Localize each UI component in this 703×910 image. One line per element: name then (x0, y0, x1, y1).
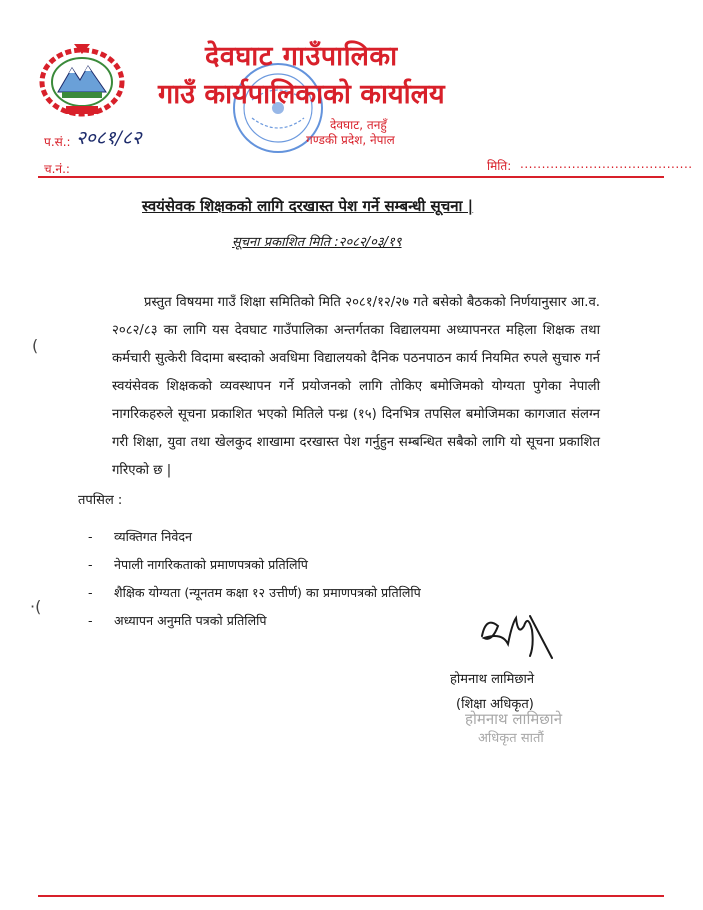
list-item: - शैक्षिक योग्यता (न्यूनतम कक्षा १२ उत्तीर्ण) का प्रमाणपत्रको प्रतिलिपि (88, 585, 421, 600)
document-item: नेपाली नागरिकताको प्रमाणपत्रको प्रतिलिपि (114, 557, 308, 572)
office-name-line2: गाउँ कार्यपालिकाको कार्यालय (158, 79, 445, 110)
document-item: व्यक्तिगत निवेदन (114, 529, 193, 544)
designation-stamp: अधिकृत सातौं (478, 731, 544, 746)
ref-number-label: प.सं.: (44, 135, 71, 149)
published-date: सूचना प्रकाशित मिति :२०८२/०३/१९ (232, 235, 402, 250)
ref-number-handwritten: २०८१/८२ (76, 127, 142, 149)
notice-body: प्रस्तुत विषयमा गाउँ शिक्षा समितिको मिति २०८१/१२/२७ गते बसेको बैठकको निर्णयानुसार आ.व. २०८२/८३ का लागि यस देवघाट गाउँपालिका अन्तर्गतका विद्यालयमा अध्यापनरत महिला शिक्षक तथा कर्मचारी सुत्केरी विदामा बस्दाको अवधिमा विद्यालयको दैनिक पठनपाठन कार्य नियमित रुपले सुचारु गर्न स्वयंसेवक शिक्षकको व्यवस्थापन गर्ने प्रयोजनको लागि तोकिए बमोजिमको योग्यता पुगेका नेपाली नागरिकहरुले सूचना प्रकाशित भएको मितिले पन्ध्र (१५) दिनभित्र तपसिल बमोजिमका कागजात संलग्न गरी शिक्षा, युवा तथा खेलकुद शाखामा दरखास्त पेश गर्नुहुन सम्बन्धित सबैको लागि यो सूचना प्रकाशित गरिएको छ | (112, 295, 600, 478)
address-line1: देवघाट, तनहुँ (330, 118, 387, 132)
nepal-emblem-icon (36, 40, 128, 118)
notice-subject: स्वयंसेवक शिक्षकको लागि दरखास्त पेश गर्ने सम्बन्धी सूचना | (142, 197, 474, 215)
details-label: तपसिल : (78, 493, 123, 508)
document-item: शैक्षिक योग्यता (न्यूनतम कक्षा १२ उत्तीर्ण) का प्रमाणपत्रको प्रतिलिपि (114, 585, 421, 600)
signature-icon (472, 596, 562, 666)
list-item: - नेपाली नागरिकताको प्रमाणपत्रको प्रतिलिपि (88, 557, 308, 572)
signatory-role: (शिक्षा अधिकृत) (456, 697, 534, 712)
address-line2: गण्डकी प्रदेश, नेपाल (306, 133, 395, 147)
dispatch-number-label: च.नं.: (44, 162, 70, 176)
office-name-line1: देवघाट गाउँपालिका (205, 41, 398, 72)
header-divider (38, 176, 664, 178)
signatory-name: होमनाथ लामिछाने (450, 672, 535, 687)
name-stamp: होमनाथ लामिछाने (465, 710, 563, 728)
date-label: मिति: (487, 159, 512, 173)
footer-divider (38, 895, 664, 897)
document-item: अध्यापन अनुमति पत्रको प्रतिलिपि (114, 613, 267, 628)
list-item: - व्यक्तिगत निवेदन (88, 529, 193, 544)
punch-hole-mark: ( (32, 336, 39, 355)
list-item: - अध्यापन अनुमति पत्रको प्रतिलिपि (88, 613, 267, 628)
required-documents-list (88, 523, 421, 635)
date-placeholder: ........................................ (520, 157, 693, 171)
punch-hole-mark: ·( (30, 597, 42, 616)
